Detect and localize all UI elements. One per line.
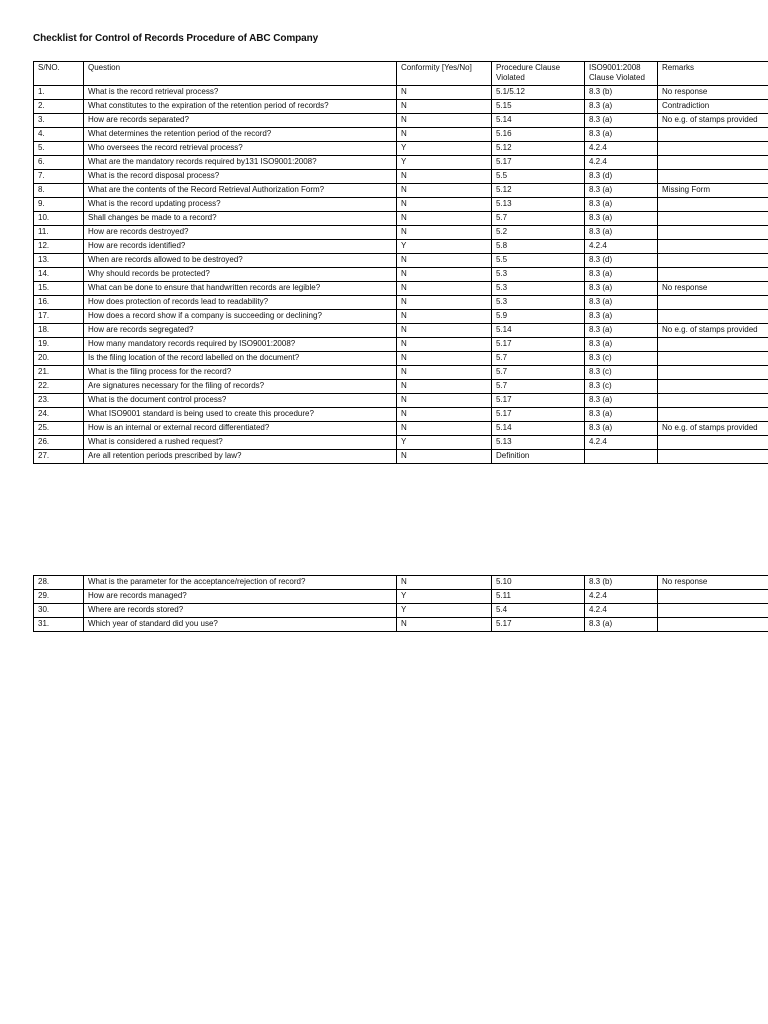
cell-conformity: N <box>397 170 492 184</box>
cell-procedure-clause: 5.17 <box>492 156 585 170</box>
cell-sno: 7. <box>34 170 84 184</box>
cell-iso-clause: 8.3 (c) <box>585 366 658 380</box>
table-row <box>34 198 768 212</box>
table-row <box>34 114 768 128</box>
cell-sno: 16. <box>34 296 84 310</box>
cell-question: How are records identified? <box>84 240 397 254</box>
cell-remarks <box>658 254 768 268</box>
cell-procedure-clause: 5.2 <box>492 226 585 240</box>
table-row <box>34 576 768 590</box>
cell-iso-clause: 8.3 (a) <box>585 114 658 128</box>
cell-sno: 4. <box>34 128 84 142</box>
cell-sno: 8. <box>34 184 84 198</box>
cell-question: What are the contents of the Record Retrieval Authorization Form? <box>84 184 397 198</box>
cell-conformity: N <box>397 380 492 394</box>
cell-question: Which year of standard did you use? <box>84 618 397 632</box>
cell-conformity: N <box>397 226 492 240</box>
cell-remarks: No response <box>658 576 768 590</box>
cell-procedure-clause: 5.16 <box>492 128 585 142</box>
cell-remarks: No e.g. of stamps provided <box>658 114 768 128</box>
cell-conformity: N <box>397 268 492 282</box>
cell-remarks <box>658 450 768 464</box>
cell-iso-clause: 8.3 (a) <box>585 422 658 436</box>
cell-sno: 6. <box>34 156 84 170</box>
cell-iso-clause: 8.3 (a) <box>585 310 658 324</box>
cell-question: Are signatures necessary for the filing of records? <box>84 380 397 394</box>
cell-iso-clause: 8.3 (a) <box>585 184 658 198</box>
cell-iso-clause: 4.2.4 <box>585 590 658 604</box>
cell-procedure-clause: 5.14 <box>492 422 585 436</box>
cell-remarks <box>658 366 768 380</box>
cell-sno: 11. <box>34 226 84 240</box>
table-row <box>34 156 768 170</box>
cell-conformity: N <box>397 296 492 310</box>
table-row <box>34 422 768 436</box>
cell-conformity: N <box>397 422 492 436</box>
cell-question: How are records managed? <box>84 590 397 604</box>
cell-question: Shall changes be made to a record? <box>84 212 397 226</box>
cell-question: How is an internal or external record differentiated? <box>84 422 397 436</box>
cell-remarks: Contradiction <box>658 100 768 114</box>
cell-question: How are records destroyed? <box>84 226 397 240</box>
cell-iso-clause: 8.3 (d) <box>585 254 658 268</box>
cell-remarks <box>658 380 768 394</box>
cell-conformity: Y <box>397 156 492 170</box>
cell-iso-clause: 8.3 (a) <box>585 282 658 296</box>
table-row <box>34 282 768 296</box>
cell-remarks <box>658 128 768 142</box>
cell-remarks <box>658 436 768 450</box>
cell-sno: 25. <box>34 422 84 436</box>
table-row <box>34 268 768 282</box>
header-question: Question <box>84 62 397 86</box>
header-remarks: Remarks <box>658 62 768 86</box>
cell-sno: 5. <box>34 142 84 156</box>
cell-sno: 21. <box>34 366 84 380</box>
header-sno: S/NO. <box>34 62 84 86</box>
cell-iso-clause: 8.3 (a) <box>585 198 658 212</box>
cell-remarks <box>658 212 768 226</box>
cell-procedure-clause: 5.7 <box>492 366 585 380</box>
cell-remarks <box>658 226 768 240</box>
cell-procedure-clause: 5.13 <box>492 198 585 212</box>
cell-conformity: N <box>397 576 492 590</box>
cell-sno: 28. <box>34 576 84 590</box>
cell-iso-clause: 8.3 (a) <box>585 394 658 408</box>
cell-conformity: Y <box>397 604 492 618</box>
cell-question: Why should records be protected? <box>84 268 397 282</box>
cell-procedure-clause: 5.17 <box>492 408 585 422</box>
cell-iso-clause: 8.3 (c) <box>585 352 658 366</box>
cell-procedure-clause: 5.4 <box>492 604 585 618</box>
cell-conformity: N <box>397 450 492 464</box>
cell-sno: 1. <box>34 86 84 100</box>
table-row <box>34 128 768 142</box>
cell-remarks: No response <box>658 282 768 296</box>
cell-remarks <box>658 296 768 310</box>
cell-remarks <box>658 142 768 156</box>
cell-question: How are records separated? <box>84 114 397 128</box>
table-row <box>34 324 768 338</box>
cell-question: What is the filing process for the record? <box>84 366 397 380</box>
cell-question: What are the mandatory records required by131 ISO9001:2008? <box>84 156 397 170</box>
cell-sno: 20. <box>34 352 84 366</box>
cell-remarks <box>658 310 768 324</box>
cell-sno: 24. <box>34 408 84 422</box>
cell-iso-clause: 8.3 (a) <box>585 128 658 142</box>
cell-iso-clause: 4.2.4 <box>585 156 658 170</box>
header-conformity: Conformity [Yes/No] <box>397 62 492 86</box>
cell-sno: 30. <box>34 604 84 618</box>
cell-conformity: N <box>397 86 492 100</box>
cell-conformity: N <box>397 338 492 352</box>
cell-conformity: N <box>397 324 492 338</box>
cell-sno: 9. <box>34 198 84 212</box>
table-row <box>34 352 768 366</box>
cell-question: What is the record updating process? <box>84 198 397 212</box>
cell-conformity: N <box>397 408 492 422</box>
cell-sno: 13. <box>34 254 84 268</box>
cell-iso-clause: 8.3 (a) <box>585 618 658 632</box>
cell-procedure-clause: 5.1/5.12 <box>492 86 585 100</box>
header-iso-clause: ISO9001:2008 Clause Violated <box>585 62 658 86</box>
checklist-table <box>33 61 768 464</box>
cell-remarks: No response <box>658 86 768 100</box>
cell-conformity: N <box>397 128 492 142</box>
cell-question: What constitutes to the expiration of the retention period of records? <box>84 100 397 114</box>
cell-conformity: Y <box>397 436 492 450</box>
table-row <box>34 338 768 352</box>
table-row <box>34 380 768 394</box>
cell-question: Are all retention periods prescribed by law? <box>84 450 397 464</box>
cell-sno: 31. <box>34 618 84 632</box>
cell-conformity: N <box>397 352 492 366</box>
cell-procedure-clause: 5.3 <box>492 268 585 282</box>
cell-procedure-clause: 5.8 <box>492 240 585 254</box>
cell-procedure-clause: 5.17 <box>492 394 585 408</box>
cell-procedure-clause: 5.7 <box>492 212 585 226</box>
cell-sno: 3. <box>34 114 84 128</box>
cell-procedure-clause: 5.14 <box>492 324 585 338</box>
cell-question: What is the document control process? <box>84 394 397 408</box>
cell-conformity: N <box>397 366 492 380</box>
table-body-continued <box>34 576 768 632</box>
cell-conformity: N <box>397 198 492 212</box>
cell-sno: 27. <box>34 450 84 464</box>
cell-conformity: N <box>397 254 492 268</box>
cell-conformity: N <box>397 618 492 632</box>
cell-remarks <box>658 408 768 422</box>
cell-iso-clause: 8.3 (b) <box>585 86 658 100</box>
table-row <box>34 604 768 618</box>
cell-conformity: Y <box>397 240 492 254</box>
header-procedure-clause: Procedure Clause Violated <box>492 62 585 86</box>
table-row <box>34 240 768 254</box>
cell-sno: 29. <box>34 590 84 604</box>
document-title: Checklist for Control of Records Procedure of ABC Company <box>33 33 319 44</box>
cell-iso-clause: 4.2.4 <box>585 142 658 156</box>
cell-question: What ISO9001 standard is being used to create this procedure? <box>84 408 397 422</box>
cell-remarks <box>658 268 768 282</box>
cell-question: What is considered a rushed request? <box>84 436 397 450</box>
cell-conformity: Y <box>397 142 492 156</box>
cell-sno: 18. <box>34 324 84 338</box>
cell-sno: 26. <box>34 436 84 450</box>
cell-question: What can be done to ensure that handwritten records are legible? <box>84 282 397 296</box>
cell-remarks <box>658 240 768 254</box>
cell-iso-clause <box>585 450 658 464</box>
cell-procedure-clause: Definition <box>492 450 585 464</box>
cell-procedure-clause: 5.13 <box>492 436 585 450</box>
cell-question: What is the parameter for the acceptance/rejection of record? <box>84 576 397 590</box>
cell-conformity: N <box>397 310 492 324</box>
cell-question: How many mandatory records required by ISO9001:2008? <box>84 338 397 352</box>
cell-iso-clause: 8.3 (a) <box>585 296 658 310</box>
cell-procedure-clause: 5.10 <box>492 576 585 590</box>
cell-question: What is the record disposal process? <box>84 170 397 184</box>
cell-remarks: No e.g. of stamps provided <box>658 422 768 436</box>
cell-sno: 12. <box>34 240 84 254</box>
cell-iso-clause: 4.2.4 <box>585 436 658 450</box>
cell-procedure-clause: 5.5 <box>492 170 585 184</box>
table-row <box>34 450 768 464</box>
cell-question: When are records allowed to be destroyed? <box>84 254 397 268</box>
cell-question: What is the record retrieval process? <box>84 86 397 100</box>
table-row <box>34 408 768 422</box>
table-row <box>34 296 768 310</box>
cell-procedure-clause: 5.9 <box>492 310 585 324</box>
cell-question: What determines the retention period of the record? <box>84 128 397 142</box>
cell-conformity: N <box>397 394 492 408</box>
cell-iso-clause: 4.2.4 <box>585 604 658 618</box>
table-row <box>34 212 768 226</box>
table-row <box>34 618 768 632</box>
cell-procedure-clause: 5.15 <box>492 100 585 114</box>
cell-iso-clause: 8.3 (c) <box>585 380 658 394</box>
cell-question: How does a record show if a company is succeeding or declining? <box>84 310 397 324</box>
cell-conformity: N <box>397 100 492 114</box>
cell-procedure-clause: 5.3 <box>492 282 585 296</box>
cell-remarks <box>658 156 768 170</box>
cell-remarks <box>658 604 768 618</box>
cell-remarks <box>658 618 768 632</box>
table-row <box>34 394 768 408</box>
cell-procedure-clause: 5.12 <box>492 142 585 156</box>
cell-conformity: Y <box>397 590 492 604</box>
cell-sno: 19. <box>34 338 84 352</box>
cell-conformity: N <box>397 212 492 226</box>
cell-remarks <box>658 352 768 366</box>
cell-iso-clause: 8.3 (a) <box>585 324 658 338</box>
cell-conformity: N <box>397 114 492 128</box>
cell-sno: 22. <box>34 380 84 394</box>
cell-question: Who oversees the record retrieval process? <box>84 142 397 156</box>
table-row <box>34 226 768 240</box>
cell-conformity: N <box>397 282 492 296</box>
cell-iso-clause: 8.3 (a) <box>585 212 658 226</box>
table-row <box>34 142 768 156</box>
cell-question: How does protection of records lead to readability? <box>84 296 397 310</box>
cell-iso-clause: 8.3 (a) <box>585 226 658 240</box>
cell-question: How are records segregated? <box>84 324 397 338</box>
cell-procedure-clause: 5.7 <box>492 352 585 366</box>
table-row <box>34 590 768 604</box>
cell-sno: 2. <box>34 100 84 114</box>
cell-question: Where are records stored? <box>84 604 397 618</box>
cell-sno: 10. <box>34 212 84 226</box>
cell-procedure-clause: 5.7 <box>492 380 585 394</box>
cell-iso-clause: 8.3 (a) <box>585 268 658 282</box>
cell-procedure-clause: 5.3 <box>492 296 585 310</box>
cell-sno: 23. <box>34 394 84 408</box>
cell-iso-clause: 4.2.4 <box>585 240 658 254</box>
cell-remarks <box>658 198 768 212</box>
table-row <box>34 310 768 324</box>
cell-sno: 14. <box>34 268 84 282</box>
cell-procedure-clause: 5.17 <box>492 338 585 352</box>
table-row <box>34 86 768 100</box>
cell-sno: 15. <box>34 282 84 296</box>
table-row <box>34 366 768 380</box>
table-body <box>34 86 768 464</box>
cell-procedure-clause: 5.14 <box>492 114 585 128</box>
cell-iso-clause: 8.3 (d) <box>585 170 658 184</box>
cell-procedure-clause: 5.11 <box>492 590 585 604</box>
cell-remarks <box>658 394 768 408</box>
table-row <box>34 100 768 114</box>
cell-remarks <box>658 338 768 352</box>
table-row <box>34 436 768 450</box>
cell-question: Is the filing location of the record labelled on the document? <box>84 352 397 366</box>
checklist-table-continued <box>33 575 768 632</box>
table-row <box>34 254 768 268</box>
table-row <box>34 170 768 184</box>
table-header-row <box>34 62 768 86</box>
cell-procedure-clause: 5.5 <box>492 254 585 268</box>
cell-iso-clause: 8.3 (a) <box>585 338 658 352</box>
cell-iso-clause: 8.3 (b) <box>585 576 658 590</box>
cell-procedure-clause: 5.12 <box>492 184 585 198</box>
cell-remarks: Missing Form <box>658 184 768 198</box>
cell-remarks <box>658 170 768 184</box>
cell-iso-clause: 8.3 (a) <box>585 100 658 114</box>
cell-procedure-clause: 5.17 <box>492 618 585 632</box>
cell-iso-clause: 8.3 (a) <box>585 408 658 422</box>
cell-sno: 17. <box>34 310 84 324</box>
cell-remarks <box>658 590 768 604</box>
table-row <box>34 184 768 198</box>
cell-remarks: No e.g. of stamps provided <box>658 324 768 338</box>
cell-conformity: N <box>397 184 492 198</box>
